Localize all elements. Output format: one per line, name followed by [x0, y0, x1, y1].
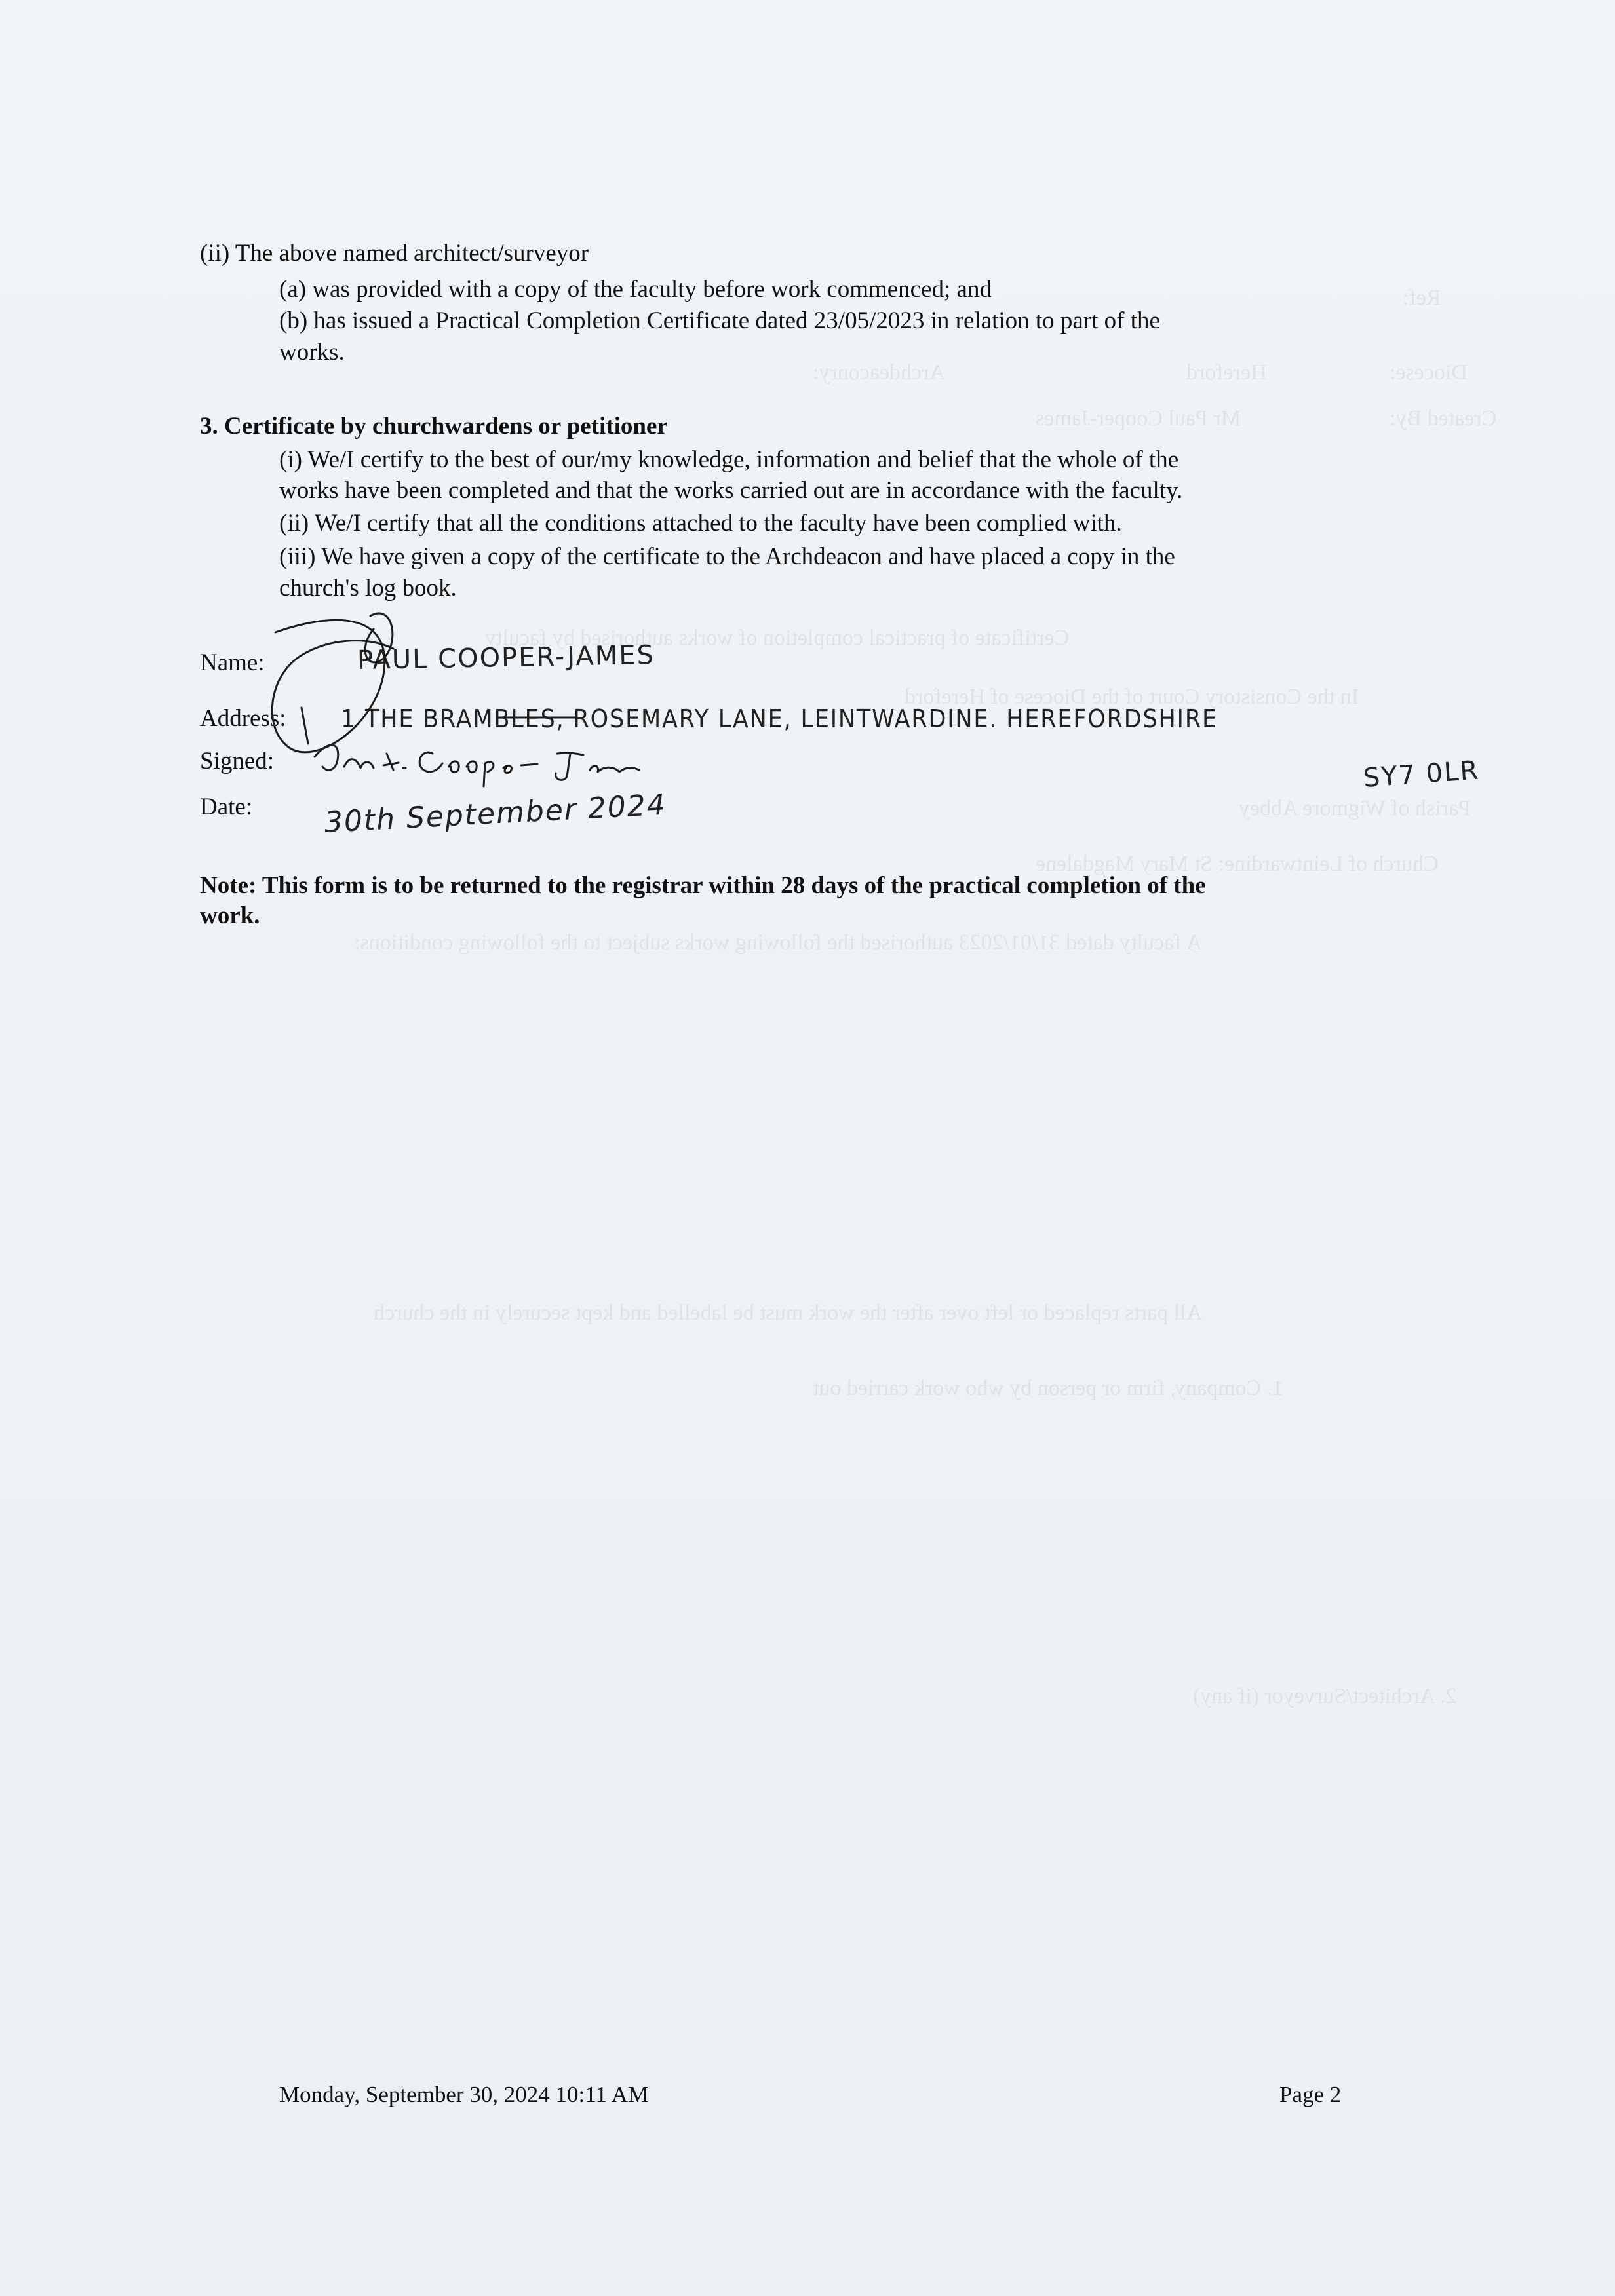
show-through-text: A faculty dated 31/01/2023 authorised the following works subject to the following conditions: [354, 930, 1202, 955]
show-through-text: Ref: [1403, 286, 1441, 310]
show-through-text: Church of Leintwardine: St Mary Magdalene [1036, 852, 1439, 876]
show-through-text: Mr Paul Cooper-James [1036, 406, 1241, 430]
architect-item-a: (a) was provided with a copy of the faculty before work commenced; and [279, 276, 992, 303]
show-through-text: 1. Company, firm or person by who work carried out [813, 1376, 1284, 1400]
address-label: Address: [200, 705, 286, 732]
show-through-text: Hereford [1186, 360, 1267, 385]
date-handwritten: 30th September 2024 [323, 788, 667, 839]
certify-item-i-line2: works have been completed and that the works carried out are in accordance with the faculty. [279, 477, 1183, 504]
architect-item-b-line1: (b) has issued a Practical Completion Certificate dated 23/05/2023 in relation to part of the [279, 307, 1160, 334]
footer-page-number: Page 2 [1279, 2082, 1342, 2107]
architect-intro: (ii) The above named architect/surveyor [200, 240, 589, 267]
address-handwritten: 1 THE BRAMBLES, ROSEMARY LANE, LEINTWARDINE. HEREFORDSHIRE [341, 704, 1218, 733]
return-note-line1: Note: This form is to be returned to the registrar within 28 days of the practical completion of the [200, 872, 1206, 899]
show-through-text: Diocese: [1390, 360, 1468, 385]
signed-label: Signed: [200, 748, 275, 775]
name-label: Name: [200, 649, 265, 676]
date-label: Date: [200, 794, 253, 820]
section-3-heading: 3. Certificate by churchwardens or petitioner [200, 413, 668, 440]
show-through-text: Created By: [1390, 406, 1497, 430]
return-note-line2: work. [200, 902, 260, 929]
show-through-text: 2. Architect/Surveyor (if any) [1193, 1684, 1457, 1708]
certify-item-ii: (ii) We/I certify that all the conditions attached to the faculty have been complied with. [279, 510, 1122, 537]
certify-item-iii-line2: church's log book. [279, 575, 457, 602]
name-handwritten: PAUL COOPER-JAMES [357, 640, 655, 676]
architect-item-b-line2: works. [279, 339, 345, 366]
certify-item-iii-line1: (iii) We have given a copy of the certificate to the Archdeacon and have placed a copy in the [279, 543, 1175, 570]
show-through-text: Archdeaconry: [813, 360, 946, 385]
show-through-text: All parts replaced or left over after the work must be labelled and kept securely in the church [374, 1301, 1203, 1325]
show-through-text: Parish of Wigmore Abbey [1239, 796, 1471, 820]
show-through-text: In the Consistory Court of the Diocese of Hereford [905, 685, 1359, 709]
certify-item-i-line1: (i) We/I certify to the best of our/my knowledge, information and belief that the whole of the [279, 446, 1179, 473]
show-through-text: Certificate of practical completion of works authorised by faculty [485, 626, 1070, 650]
address-handwritten-postcode: SY7 0LR [1362, 755, 1481, 794]
footer-timestamp: Monday, September 30, 2024 10:11 AM [279, 2082, 649, 2107]
